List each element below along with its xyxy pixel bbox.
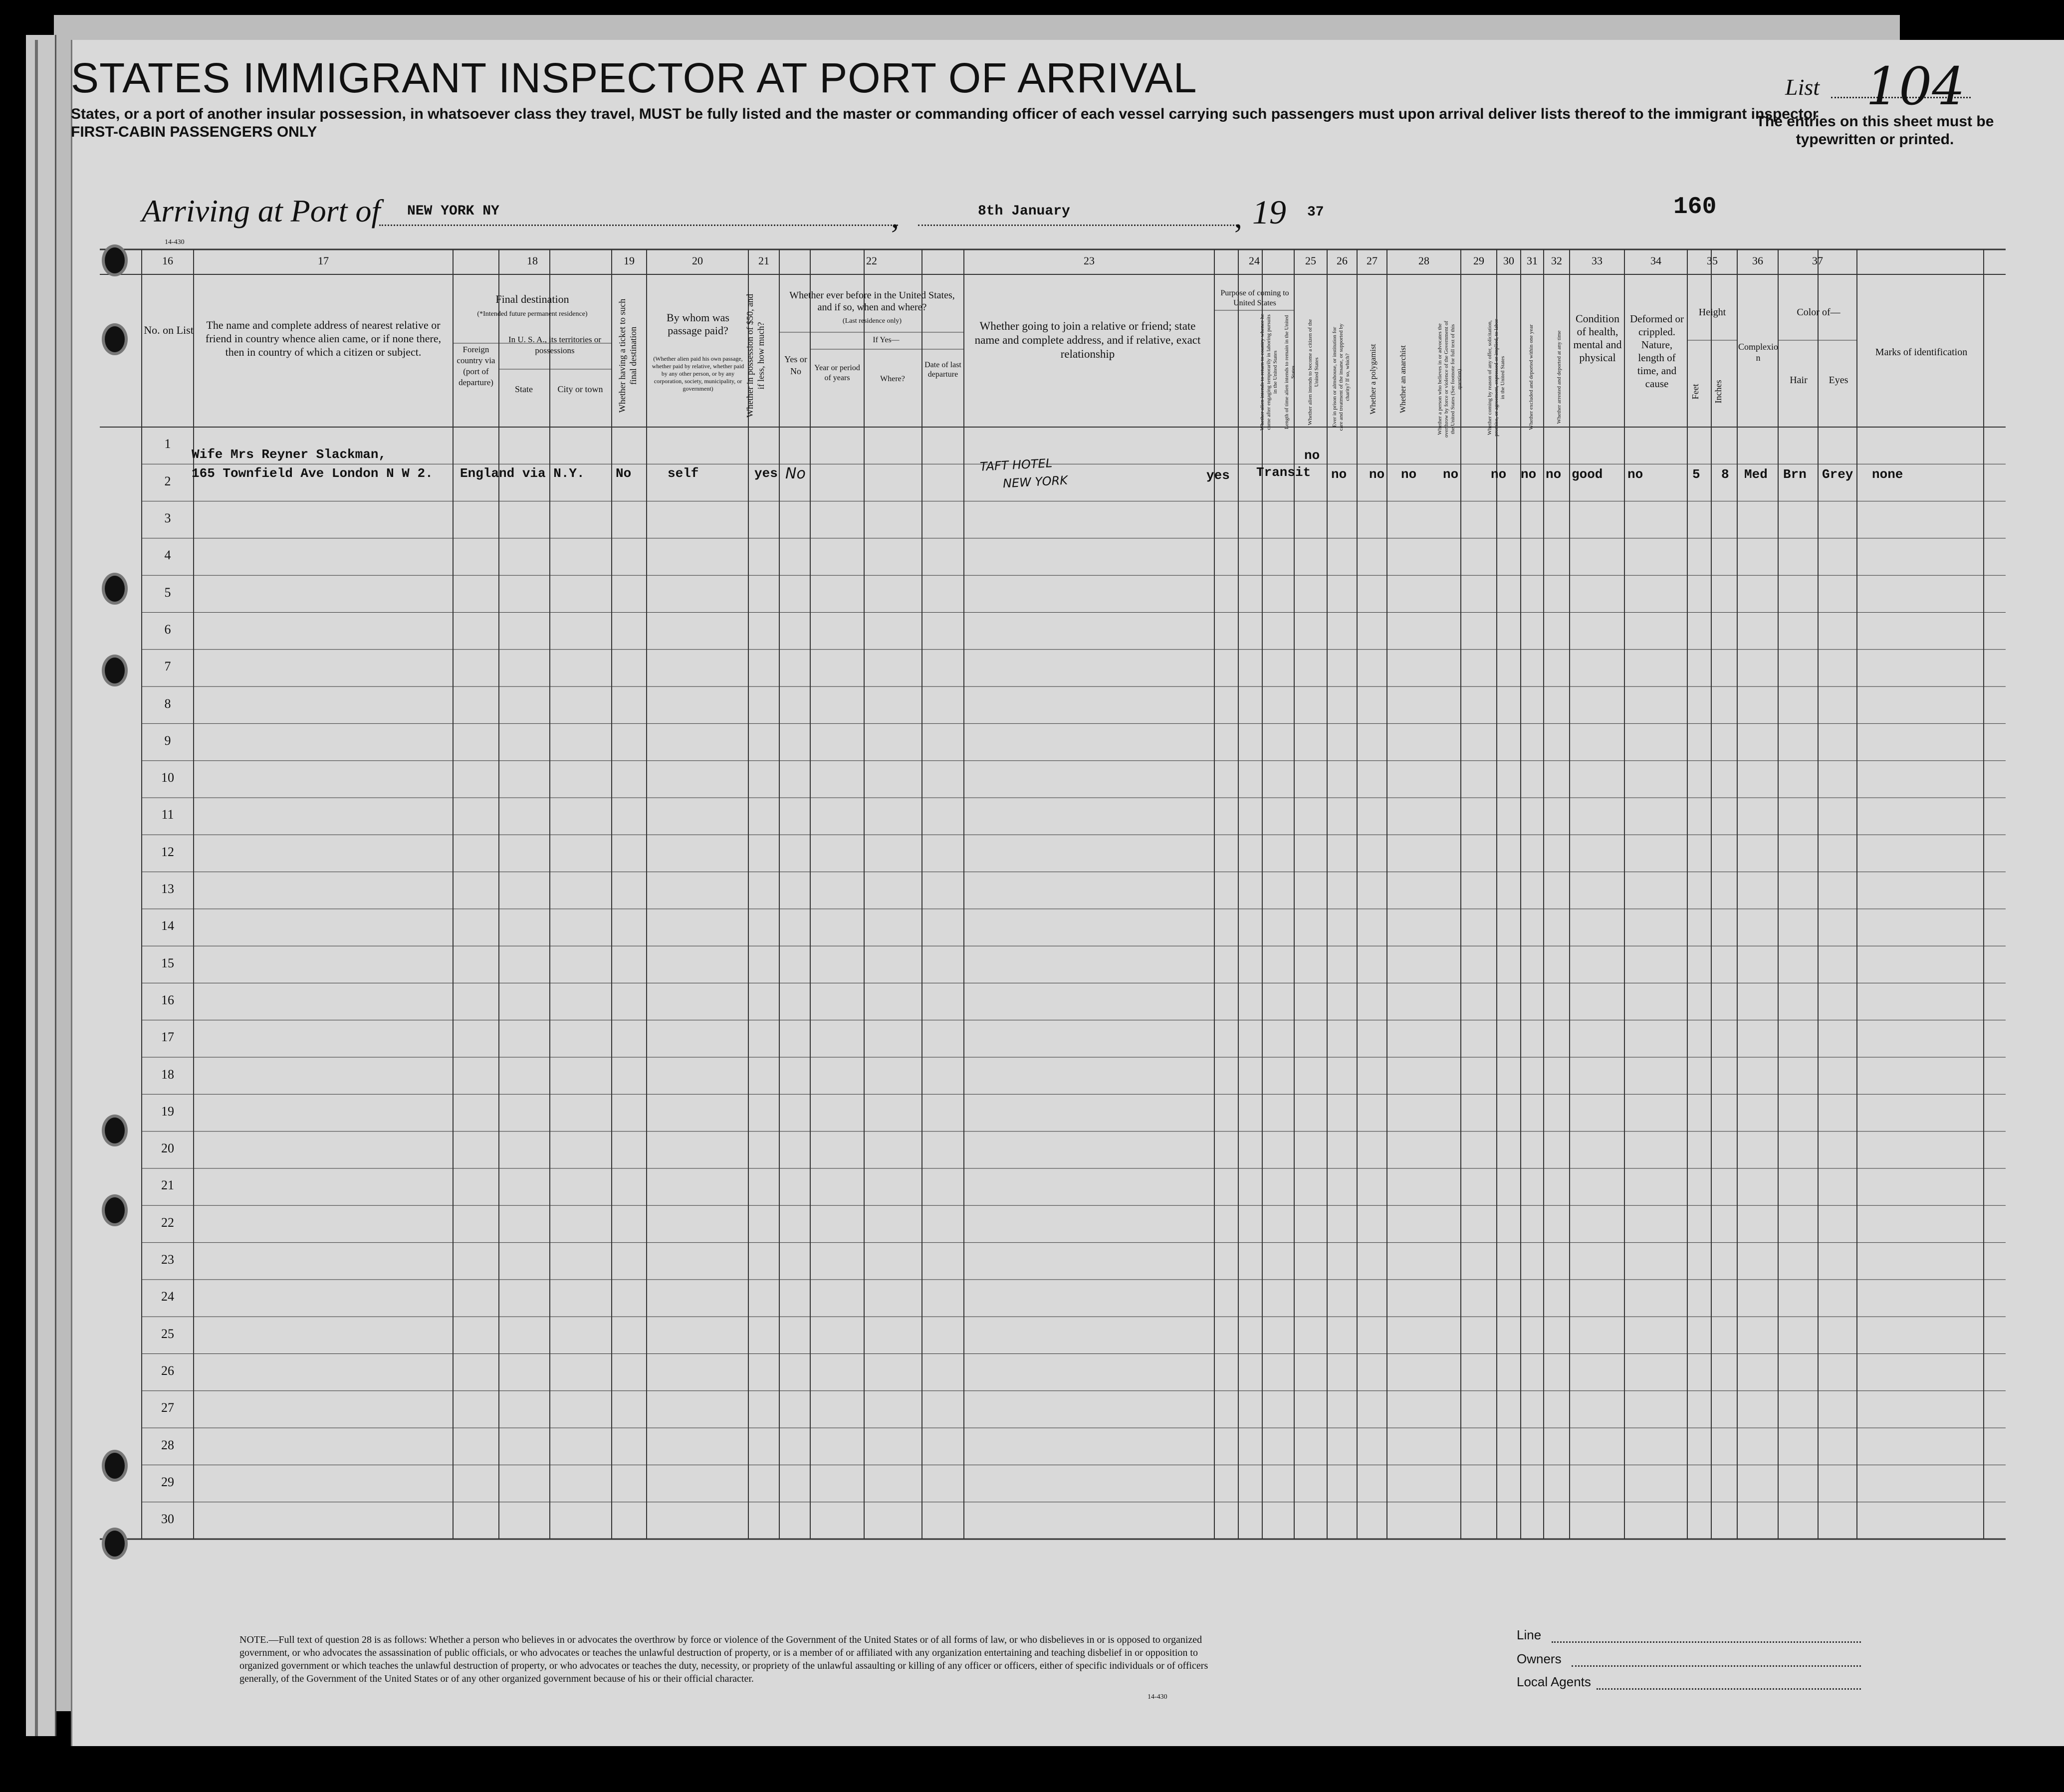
page-title: STATES IMMIGRANT INSPECTOR AT PORT OF ARRIVAL <box>71 54 1197 101</box>
overthrow-value: no <box>1443 467 1459 482</box>
prison-value: no <box>1331 467 1347 482</box>
joining-value-line1: TAFT HOTEL <box>979 456 1053 474</box>
header-joining: Whether going to join a relative or friend; state name and complete address, and if relative, exact relationship <box>974 320 1201 360</box>
entries-note: The entries on this sheet must be typewritten or printed. <box>1756 113 1994 148</box>
hair-value: Brn <box>1783 467 1807 482</box>
list-label: List <box>1785 74 1820 100</box>
polygamist-value: no <box>1369 467 1385 482</box>
port-underline <box>379 224 898 226</box>
punch-hole <box>102 1115 128 1146</box>
header-no-on-list: No. on List <box>144 324 194 336</box>
header-final-destination-note: (*Intended future permanent residence) <box>477 310 588 318</box>
punch-hole <box>102 1194 128 1226</box>
header-excluded: Whether excluded and deported within one year <box>1528 324 1534 430</box>
row-number: 11 <box>161 807 174 822</box>
header-yes-no: Yes or No <box>784 354 807 376</box>
footnote-question-28: NOTE.—Full text of question 28 is as follows: Whether a person who believes in or advocates the overthrow by force or violence of the Government of the United States or of all forms of law, or who disbelieves in or is opposed to organized government, or who advocates the assassination of public officials, or who advocates or teaches the unlawful destruction of property, or is a member of or affiliated with any organization entertaining and teaching disbelief in or opposition to organized government or which teaches the unlawful destruction of property, or who advocates or teaches the duty, necessity, or propriety of the unlawful assaulting or killing of any officer or officers, either of specific individuals or of officers generally, of the Government of the United States or of any other organized government because of his or their official character. <box>239 1634 1208 1684</box>
header-in-usa: In U. S. A., its territories or possessions <box>508 335 602 355</box>
arriving-label: Arriving at Port of <box>142 193 381 228</box>
comma: , <box>891 199 899 234</box>
row-number: 1 <box>164 437 171 451</box>
owners-field <box>1572 1665 1861 1667</box>
offer-labor-value: no <box>1491 467 1507 482</box>
ticket-value: No <box>616 466 632 481</box>
header-fifty-dollars: Whether in possession of $50, and if less, how much? <box>745 294 766 418</box>
header-deformed: Deformed or crippled. Nature, length of time, and cause <box>1630 313 1684 390</box>
header-arrested: Whether arrested and deported at any time <box>1556 330 1562 424</box>
year-prefix: 19 <box>1252 193 1286 231</box>
fifty-dollars-value: yes <box>754 466 778 481</box>
header-before-note: (Last residence only) <box>842 317 902 325</box>
arrival-date: 8th January <box>978 204 1070 219</box>
header-final-destination: Final destination <box>495 293 569 305</box>
punch-hole <box>102 244 128 276</box>
anarchist-value: no <box>1401 467 1417 482</box>
list-number: 104 <box>1866 56 1965 117</box>
column-number: 35 <box>1707 254 1718 267</box>
complexion-value: Med <box>1744 467 1768 482</box>
column-number: 24 <box>1249 254 1260 267</box>
row-number: 9 <box>164 733 171 748</box>
row-number: 27 <box>161 1400 174 1415</box>
subtitle-class: FIRST-CABIN PASSENGERS ONLY <box>71 124 317 140</box>
column-number: 25 <box>1305 254 1316 267</box>
eyes-value: Grey <box>1822 467 1853 482</box>
row-number: 18 <box>161 1067 174 1082</box>
header-eyes: Eyes <box>1829 375 1848 386</box>
column-number: 32 <box>1551 254 1562 267</box>
header-purpose: Purpose of coming to United States <box>1220 289 1289 307</box>
header-relative-address: The name and complete address of nearest relative or friend in country whence alien came, or if none there, then in country of which a citizen or subject. <box>205 319 442 358</box>
owners-label: Owners <box>1517 1651 1562 1666</box>
inches-value: 8 <box>1721 467 1729 482</box>
punch-hole <box>102 573 128 605</box>
row-number: 15 <box>161 955 174 970</box>
joining-value-line2: NEW YORK <box>1002 473 1068 491</box>
year-suffix: 37 <box>1307 205 1324 220</box>
header-marks: Marks of identification <box>1875 347 1968 358</box>
row-number: 14 <box>161 918 174 933</box>
column-number: 26 <box>1337 254 1348 267</box>
header-city: City or town <box>557 384 603 394</box>
deformed-value: no <box>1627 467 1643 482</box>
row-number: 20 <box>161 1141 174 1156</box>
row-number: 8 <box>164 696 171 711</box>
local-agents-label: Local Agents <box>1517 1674 1591 1689</box>
purpose-citizen-value: no <box>1304 448 1320 463</box>
column-number: 22 <box>866 254 877 267</box>
header-paid-by: By whom was passage paid? <box>667 311 729 337</box>
column-number: 37 <box>1812 254 1823 267</box>
column-number: 16 <box>162 254 173 267</box>
column-number: 18 <box>527 254 538 267</box>
feet-value: 5 <box>1692 467 1700 482</box>
row-number: 17 <box>161 1030 174 1045</box>
column-number: 34 <box>1650 254 1661 267</box>
form-number-top: 14-430 <box>165 238 185 246</box>
port-value: NEW YORK NY <box>407 204 499 219</box>
header-height: Height <box>1698 307 1726 318</box>
row-number: 12 <box>161 844 174 859</box>
header-purpose-length: Length of time alien intends to remain in the United States <box>1284 315 1296 430</box>
row-number: 19 <box>161 1104 174 1119</box>
health-value: good <box>1572 467 1603 482</box>
header-purpose-citizen: Whether alien intends to become a citizen of the United States <box>1307 319 1320 426</box>
header-prison: Ever in prison or almshouse, or institution for care and treatment of the insane, or supported by charity? If so, which? <box>1332 323 1351 431</box>
header-last-departure: Date of last departure <box>924 361 961 379</box>
subtitle-instructions: States, or a port of another insular possession, in whatsoever class they travel, MUST be fully listed and the master or commanding officer of each vessel carrying such passengers must upon arrival deliver lists thereof to the immigrant inspector <box>71 106 1819 122</box>
row-number: 29 <box>161 1474 174 1489</box>
header-polygamist: Whether a polygamist <box>1369 344 1377 415</box>
header-purpose-return: Whether alien intends to return to country whence he came after engaging temporarily in laboring pursuits in the United States <box>1259 314 1278 431</box>
column-number: 21 <box>758 254 769 267</box>
header-inches: Inches <box>1713 380 1723 404</box>
date-underline <box>918 224 1237 226</box>
row-number: 3 <box>164 511 171 526</box>
line-label: Line <box>1517 1627 1542 1642</box>
column-number: 36 <box>1752 254 1763 267</box>
column-number: 28 <box>1418 254 1429 267</box>
form-number-bottom: 14-430 <box>1147 1693 1167 1701</box>
row-number: 28 <box>161 1437 174 1452</box>
header-where: Where? <box>880 375 905 383</box>
header-year-period: Year or period of years <box>814 364 860 382</box>
header-state: State <box>515 384 533 394</box>
row-number: 10 <box>161 770 174 785</box>
header-if-yes: If Yes— <box>873 336 900 344</box>
row-number: 22 <box>161 1215 174 1230</box>
header-color-of: Color of— <box>1797 307 1840 318</box>
header-offer-labor: Whether coming by reason of any offer, solicitation, promise, or agreement, expressed or implied, to labor in the United States <box>1487 319 1506 437</box>
column-number: 29 <box>1473 254 1484 267</box>
header-hair: Hair <box>1790 375 1808 386</box>
row-number: 2 <box>164 473 171 488</box>
arrested-value: no <box>1546 467 1562 482</box>
page-number: 160 <box>1673 194 1717 221</box>
marks-value: none <box>1872 467 1903 482</box>
relative-name: Wife Mrs Reyner Slackman, <box>192 447 387 462</box>
header-ticket: Whether having a ticket to such final destination <box>617 298 638 413</box>
purpose-length-value: Transit <box>1256 465 1311 480</box>
excluded-value: no <box>1521 467 1537 482</box>
row-number: 30 <box>161 1512 174 1527</box>
row-number: 25 <box>161 1326 174 1341</box>
row-number: 6 <box>164 622 171 637</box>
before-in-us-value: No <box>785 465 806 482</box>
column-number: 27 <box>1367 254 1377 267</box>
punch-hole <box>102 655 128 686</box>
header-anarchist: Whether an anarchist <box>1399 345 1407 413</box>
row-number: 26 <box>161 1363 174 1378</box>
column-number: 19 <box>624 254 635 267</box>
line-field <box>1552 1641 1861 1643</box>
punch-hole <box>102 1528 128 1560</box>
row-number: 24 <box>161 1289 174 1304</box>
row-number: 21 <box>161 1178 174 1193</box>
row-number: 7 <box>164 659 171 674</box>
header-foreign-country: Foreign country via (port of departure) <box>457 345 495 387</box>
column-number: 17 <box>318 254 329 267</box>
local-agents-field <box>1597 1688 1861 1690</box>
header-health: Condition of health, mental and physical <box>1573 312 1622 364</box>
row-number: 16 <box>161 992 174 1007</box>
punch-hole <box>102 323 128 355</box>
purpose-return-value: yes <box>1206 468 1230 483</box>
column-number: 33 <box>1592 254 1603 267</box>
row-number: 13 <box>161 882 174 896</box>
column-number: 30 <box>1503 254 1514 267</box>
relative-address: 165 Townfield Ave London N W 2. <box>192 466 433 481</box>
row-number: 4 <box>164 548 171 563</box>
paid-by-value: self <box>668 466 699 481</box>
foreign-country-value: England via N.Y. <box>460 466 585 481</box>
header-before-in-us: Whether ever before in the United States, and if so, when and where? <box>789 290 955 313</box>
header-complexion: Complexion <box>1738 342 1778 363</box>
header-feet: Feet <box>1690 384 1700 400</box>
column-number: 20 <box>692 254 703 267</box>
header-paid-by-note: (Whether alien paid his own passage, whether paid by relative, whether paid by any other person, or by any corporation, society, municipality, or government) <box>652 355 744 392</box>
comma: , <box>1234 199 1242 234</box>
row-number: 5 <box>164 585 171 600</box>
punch-hole <box>102 1450 128 1482</box>
column-number: 31 <box>1527 254 1538 267</box>
row-number: 23 <box>161 1252 174 1267</box>
header-overthrow: Whether a person who believes in or advocates the overthrow by force or violence of the Government of the United States (See footnote for full text of this question) <box>1437 321 1462 438</box>
column-number: 23 <box>1084 254 1095 267</box>
